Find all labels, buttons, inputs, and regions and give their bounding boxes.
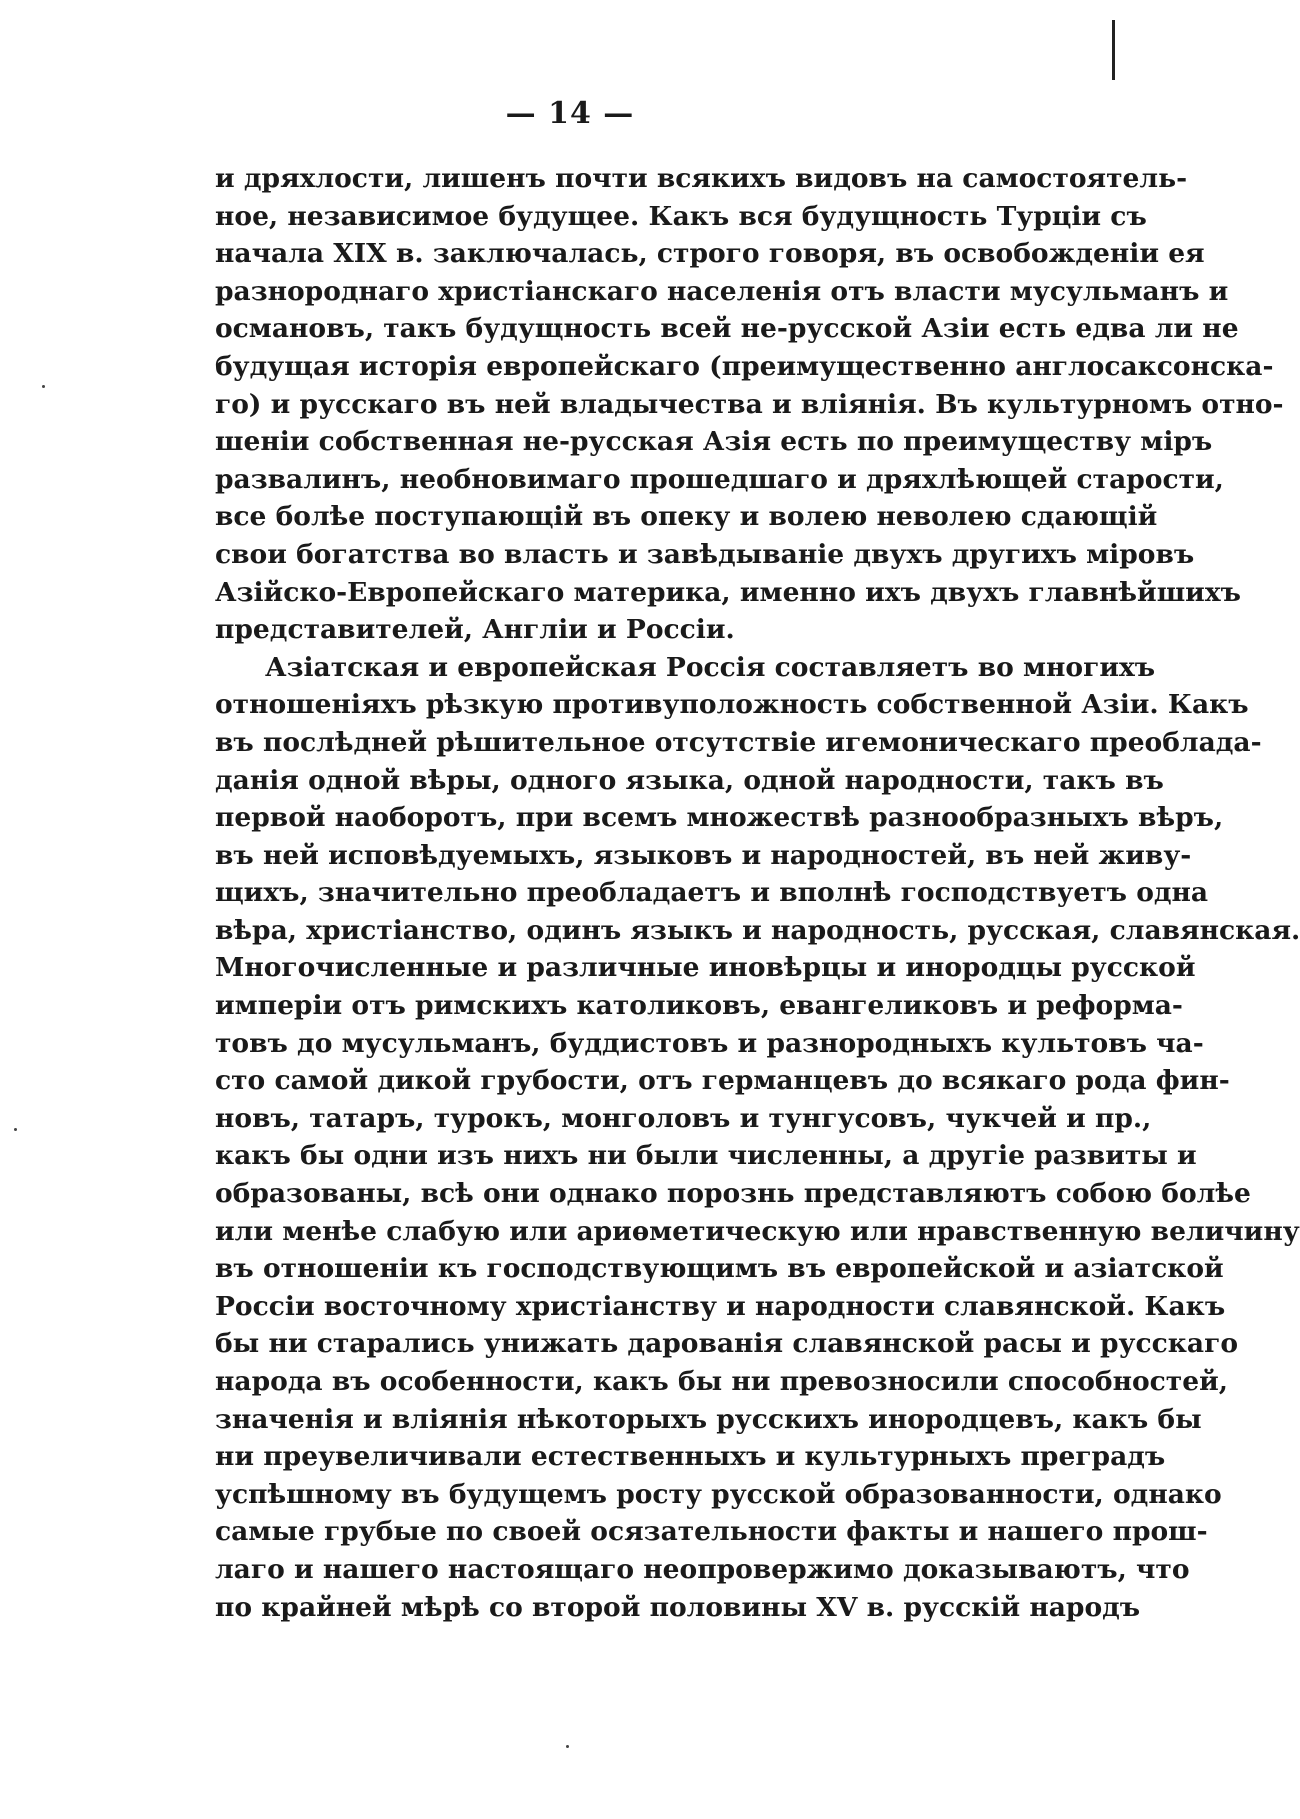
paragraph-start-line: Азіатская и европейская Россія составляетъ во многихъ (265, 651, 1156, 683)
text-line: сто самой дикой грубости, отъ германцевъ до всякаго рода фин- (215, 1065, 1230, 1097)
text-line: отношеніяхъ рѣзкую противуположность собственной Азіи. Какъ (215, 689, 1249, 721)
page-number: — 14 — (505, 96, 635, 131)
scan-edge-mark (1112, 20, 1115, 80)
text-line: товъ до мусульманъ, буддистовъ и разнородныхъ культовъ ча- (215, 1027, 1204, 1059)
text-line: османовъ, такъ будущность всей не-русской Азіи есть едва ли не (215, 313, 1239, 345)
body-text (215, 160, 1300, 1626)
text-line: имперіи отъ римскихъ католиковъ, евангеликовъ и реформа- (215, 990, 1183, 1022)
text-line: въ отношеніи къ господствующимъ въ европейской и азіатской (215, 1253, 1224, 1285)
text-line: свои богатства во власть и завѣдываніе двухъ другихъ міровъ (215, 538, 1195, 570)
text-line: по крайней мѣрѣ со второй половины XV в. русскій народъ (215, 1591, 1141, 1623)
text-line: Многочисленные и различные иновѣрцы и инородцы русской (215, 952, 1196, 984)
text-line: все болѣе поступающій въ опеку и волею неволею сдающій (215, 501, 1158, 533)
text-line: успѣшному въ будущемъ росту русской образованности, однако (215, 1478, 1222, 1510)
text-line: и дряхлости, лишенъ почти всякихъ видовъ на самостоятель- (215, 163, 1188, 194)
paragraph-end-line: представителей, Англіи и Россіи. (215, 614, 735, 646)
text-line: первой наоборотъ, при всемъ множествѣ разнообразныхъ вѣръ, (215, 802, 1224, 834)
text-line: развалинъ, необновимаго прошедшаго и дряхлѣющей старости, (215, 463, 1224, 495)
text-line: Россіи восточному христіанству и народности славянской. Какъ (215, 1290, 1226, 1322)
text-line: ни преувеличивали естественныхъ и культурныхъ преградъ (215, 1441, 1166, 1473)
text-line: новъ, татаръ, турокъ, монголовъ и тунгусовъ, чукчей и пр., (215, 1102, 1152, 1134)
text-line: образованы, всѣ они однако порознь представляютъ собою болѣе (215, 1178, 1251, 1210)
text-line: начала XIX в. заключалась, строго говоря, въ освобожденіи ея (215, 238, 1205, 270)
text-line: значенія и вліянія нѣкоторыхъ русскихъ инородцевъ, какъ бы (215, 1403, 1202, 1435)
text-line: самые грубые по своей осязательности факты и нашего прош- (215, 1516, 1208, 1548)
text-line: щихъ, значительно преобладаетъ и вполнѣ господствуетъ одна (215, 877, 1209, 909)
text-line: данія одной вѣры, одного языка, одной народности, такъ въ (215, 764, 1164, 796)
text-line: вѣра, христіанство, одинъ языкъ и народность, русская, славянская. (215, 914, 1300, 946)
text-line: будущая исторія европейскаго (преимущественно англосаксонска- (215, 350, 1274, 382)
text-line: бы ни старались унижать дарованія славянской расы и русскаго (215, 1328, 1239, 1360)
text-line: въ ней исповѣдуемыхъ, языковъ и народностей, въ ней живу- (215, 839, 1192, 871)
text-line: шеніи собственная не-русская Азія есть по преимуществу міръ (215, 426, 1213, 458)
text-line: въ послѣдней рѣшительное отсутствіе игемоническаго преоблада- (215, 726, 1262, 758)
text-line: разнороднаго христіанскаго населенія отъ власти мусульманъ и (215, 275, 1229, 307)
text-line: какъ бы одни изъ нихъ ни были численны, а другіе развиты и (215, 1140, 1197, 1172)
scan-speck (14, 1128, 17, 1131)
text-line: го) и русскаго въ ней владычества и вліянія. Въ культурномъ отно- (215, 388, 1284, 420)
text-line: Азійско-Европейскаго материка, именно ихъ двухъ главнѣйшихъ (215, 576, 1241, 608)
scan-speck (566, 1745, 569, 1748)
text-line: народа въ особенности, какъ бы ни превозносили способностей, (215, 1366, 1228, 1397)
text-line: ное, независимое будущее. Какъ вся будущность Турціи съ (215, 200, 1147, 232)
scan-speck (42, 385, 45, 388)
text-line: или менѣе слабую или ариѳметическую или нравственную величину (215, 1215, 1300, 1247)
text-line: лаго и нашего настоящаго неопровержимо доказываютъ, что (215, 1553, 1190, 1585)
